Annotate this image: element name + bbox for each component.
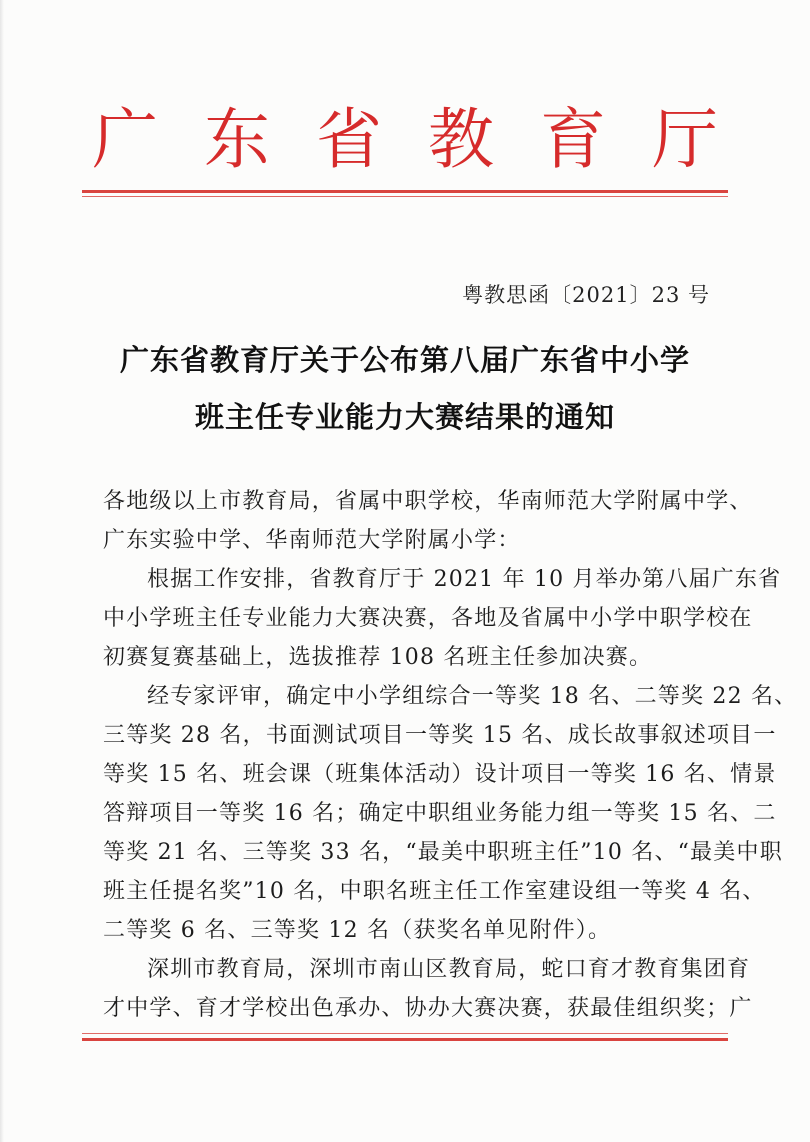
header-divider-thin: [82, 196, 728, 197]
document-title-line-1: 广东省教育厅关于公布第八届广东省中小学: [119, 343, 690, 377]
header-char: 广: [92, 101, 158, 178]
body-line: 等奖 21 名、三等奖 33 名，“最美中职班主任”10 名、“最美中职: [103, 840, 783, 865]
footer-divider-thick: [82, 1038, 728, 1041]
document-number: 粤教思函〔2021〕23 号: [462, 283, 710, 307]
header-char: 厅: [652, 101, 718, 178]
body-line: 经专家评审，确定中小学组综合一等奖 18 名、二等奖 22 名、: [147, 684, 798, 709]
header-char: 省: [316, 101, 382, 178]
header-char: 教: [428, 101, 494, 178]
page-edge-shadow: [0, 0, 4, 1142]
body-line: 初赛复赛基础上，选拔推荐 108 名班主任参加决赛。: [103, 645, 653, 670]
body-line: 二等奖 6 名、三等奖 12 名（获奖名单见附件）。: [103, 918, 612, 943]
body-line: 根据工作安排，省教育厅于 2021 年 10 月举办第八届广东省: [147, 567, 782, 592]
body-line-recipients: 广东实验中学、华南师范大学附属小学：: [103, 528, 521, 553]
document-title-line-2: 班主任专业能力大赛结果的通知: [194, 400, 615, 434]
header-divider-thick: [82, 190, 728, 193]
footer-divider-thin: [82, 1033, 728, 1034]
body-line: 等奖 15 名、班会课（班集体活动）设计项目一等奖 16 名、情景: [103, 762, 777, 787]
header-char: 东: [204, 101, 270, 178]
document-body: [103, 482, 798, 1028]
body-line: 三等奖 28 名，书面测试项目一等奖 15 名、成长故事叙述项目一: [103, 723, 777, 748]
header-char: 育: [540, 101, 606, 178]
issuing-authority-header: [92, 100, 718, 180]
body-line: 才中学、育才学校出色承办、协办大赛决赛，获最佳组织奖；广: [103, 996, 753, 1021]
body-line-recipients: 各地级以上市教育局，省属中职学校，华南师范大学附属中学、: [103, 489, 753, 514]
body-line: 中小学班主任专业能力大赛决赛，各地及省属中小学中职学校在: [103, 606, 753, 631]
body-line: 班主任提名奖”10 名，中职名班主任工作室建设组一等奖 4 名、: [103, 879, 766, 904]
body-line: 深圳市教育局，深圳市南山区教育局，蛇口育才教育集团育: [147, 957, 751, 982]
body-line: 答辩项目一等奖 16 名；确定中职组业务能力组一等奖 15 名、二: [103, 801, 777, 826]
